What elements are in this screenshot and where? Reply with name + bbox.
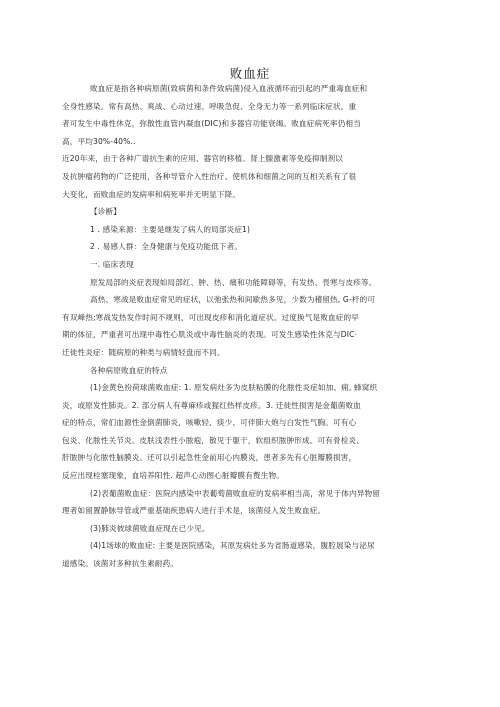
text-line: 及抗肿瘤药物的广泛使用，各种导管介入性治疗、使机体和细菌之间的互相关系有了很 <box>62 171 357 181</box>
document-body <box>62 80 440 573</box>
text-line: 大变化，而败血症的发病率和病死率并无明显下降。 <box>62 189 241 199</box>
text-line: 高热、寒战是败血症常见的症状，以弛张热和间歇热多见，少数为稽留热, G-杆的可 <box>90 295 376 305</box>
text-line: 有双峰热;寒战发热发作时间不规则，可出现皮疹和消化道症状。过度换气是败血症的早 <box>62 312 359 322</box>
text-line: 近20年来，由于各种广谱抗生素的应用、器官的移植、肾上腺激素等免疫抑制剂以 <box>62 154 343 164</box>
text-line: (3)肺炎彼球菌败血症现在已少见。 <box>90 523 210 533</box>
text-line: 炎，或原发性肺炎。2. 部分病人有尊麻疹或猩红热样皮疹。3. 迁徙性损害是金葡菌败血 <box>62 400 361 410</box>
text-line: 肝脓肿与化脓性脑膜炎。还可以引起急性金前用心内膜炎，患者多先有心脏瓣膜损害， <box>62 453 357 463</box>
text-line: 症的特点，常们血源性金倒菌肺炎，咳嗽轻、痰少、可伴肺大炮与白发性气胸。可有心 <box>62 418 357 428</box>
list-item: 1 . 感染来源：主要是继发了病人的局部炎症1) <box>90 224 251 234</box>
text-line: 期的体征，严重者可出现中毒性心肌炎或中毒性脑炎的表现。可发生感染性休克与DIC· <box>62 330 358 340</box>
text-line: (2)表葡菌败血症：医院内感染中表葡萄菌败血症的发病率相当高，常见于体内异物留 <box>90 488 380 498</box>
text-line: 败血症是指各种病原菌(致病菌和条件致病菌)侵入血液循环而引起的严重毒血症和 <box>90 84 368 93</box>
section-heading: 【诊断】 <box>90 207 121 217</box>
section-heading: 一. 临床表现 <box>90 259 134 269</box>
text-line: 全身性感染。常有高热、爽战、心动过速、呼吸急促、全身无力等一系列临床症状，重 <box>62 101 357 111</box>
document-title: 败血症 <box>229 66 271 81</box>
text-line: 高，平均30%-40%.. <box>62 136 136 146</box>
paragraph-intro <box>62 80 440 150</box>
text-line: 道感染。该菌对多种抗生素耐药。 <box>62 559 179 569</box>
text-line: 迁徙性炎症：随病原的种类与病情轻盘而不同。 <box>62 347 225 357</box>
text-line: (1)金黄色扮荷球菌败血症: 1. 原发病灶多为皮肤粘膜的化脓性炎症如加、痈, 蜂窝织 <box>90 383 378 393</box>
section-diagnosis <box>62 203 440 273</box>
text-line: 理者如留置静脉导管或严重基础疾患病人进行手术是，该菌侵入发生败血症。 <box>62 506 326 516</box>
text-line: 包炎、化脓性关节炎。皮肤浅表性小脓疱，散见于躯干，软组织脓肿形成。可有骨检炎、 <box>62 435 365 445</box>
text-line: (4)1场球的败血症: 主要是医院感染，其原发病灶多为省肠道感染，腹腔展染与泌尿 <box>90 541 375 551</box>
list-item: 2 . 易感人群：全身健康与免疫功能低下者。 <box>90 242 243 252</box>
text-line: 者可发生中毒性休克，弥散性血管内凝血(DIC)和多器官功能衰竭。败血症病死率仍相当 <box>62 119 361 129</box>
text-line: 原发局部的炎症表现如局部红、肿、热、痛和功能障碍等，有发热、畏寒与皮疹等。 <box>90 277 377 287</box>
paragraph-background <box>62 150 440 203</box>
text-line: 反应出现栓塞现象，血培养阳性. 超声心动图心脏瓣膜有赘生物。 <box>62 471 284 481</box>
subheading: 各种病原败血症的特点 <box>90 365 168 375</box>
paragraph-clinical <box>62 274 440 362</box>
paragraph-features <box>62 362 440 573</box>
